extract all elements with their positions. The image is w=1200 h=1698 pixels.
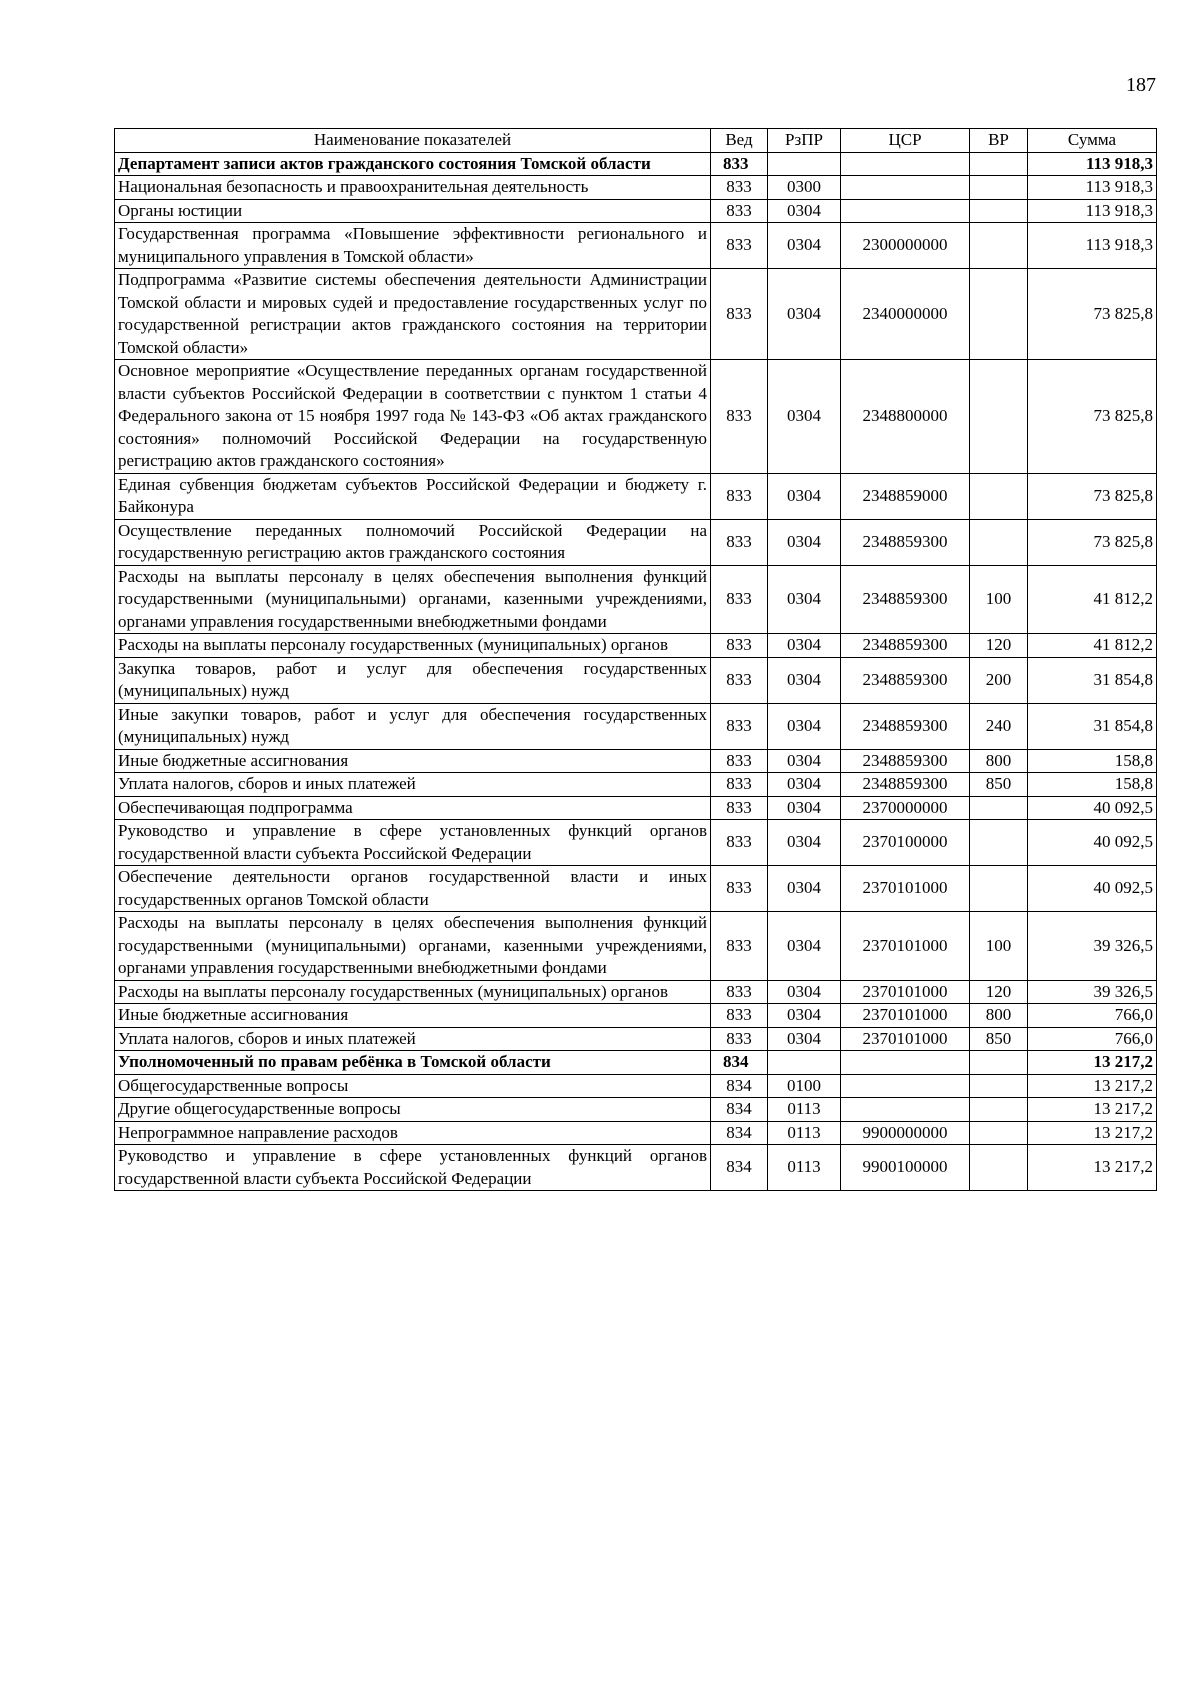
- table-row: [115, 912, 1157, 981]
- cell-vr: [970, 796, 1028, 820]
- budget-table: [114, 128, 1157, 1191]
- cell-name: Непрограммное направление расходов: [115, 1121, 711, 1145]
- cell-sum: 73 825,8: [1028, 269, 1157, 360]
- cell-name: Расходы на выплаты персоналу государственных (муниципальных) органов: [115, 634, 711, 658]
- cell-ved: 833: [711, 199, 768, 223]
- table-row: [115, 634, 1157, 658]
- cell-csr: 2348800000: [841, 360, 970, 474]
- cell-name: Национальная безопасность и правоохранительная деятельность: [115, 176, 711, 200]
- cell-rzpr: 0304: [768, 1004, 841, 1028]
- cell-name: Обеспечение деятельности органов государственной власти и иных государственных органов Томской области: [115, 866, 711, 912]
- cell-csr: [841, 176, 970, 200]
- cell-sum: 73 825,8: [1028, 360, 1157, 474]
- cell-vr: 100: [970, 912, 1028, 981]
- cell-vr: [970, 152, 1028, 176]
- cell-name: Другие общегосударственные вопросы: [115, 1098, 711, 1122]
- cell-ved: 833: [711, 565, 768, 634]
- cell-name: Единая субвенция бюджетам субъектов Российской Федерации и бюджету г. Байконура: [115, 473, 711, 519]
- cell-ved: 834: [711, 1145, 768, 1191]
- cell-ved: 833: [711, 176, 768, 200]
- cell-vr: 120: [970, 980, 1028, 1004]
- cell-sum: 766,0: [1028, 1004, 1157, 1028]
- cell-rzpr: 0100: [768, 1074, 841, 1098]
- header-ved: Вед: [711, 129, 768, 153]
- table-row: [115, 269, 1157, 360]
- cell-rzpr: 0113: [768, 1121, 841, 1145]
- cell-csr: 2300000000: [841, 223, 970, 269]
- cell-vr: [970, 199, 1028, 223]
- table-row: [115, 360, 1157, 474]
- cell-sum: 31 854,8: [1028, 657, 1157, 703]
- cell-sum: 113 918,3: [1028, 176, 1157, 200]
- cell-csr: 2348859300: [841, 749, 970, 773]
- cell-name: Иные бюджетные ассигнования: [115, 1004, 711, 1028]
- header-vr: ВР: [970, 129, 1028, 153]
- cell-sum: 40 092,5: [1028, 866, 1157, 912]
- cell-csr: [841, 152, 970, 176]
- cell-rzpr: 0304: [768, 360, 841, 474]
- cell-vr: [970, 519, 1028, 565]
- table-row: [115, 1121, 1157, 1145]
- cell-ved: 833: [711, 360, 768, 474]
- cell-name: Уполномоченный по правам ребёнка в Томской области: [115, 1051, 711, 1075]
- cell-csr: 2348859000: [841, 473, 970, 519]
- table-body: [115, 152, 1157, 1191]
- cell-rzpr: 0304: [768, 634, 841, 658]
- cell-sum: 39 326,5: [1028, 980, 1157, 1004]
- table-header: [115, 129, 1157, 153]
- table-row: [115, 703, 1157, 749]
- cell-sum: 158,8: [1028, 749, 1157, 773]
- header-name: Наименование показателей: [115, 129, 711, 153]
- table-row: [115, 796, 1157, 820]
- cell-rzpr: 0113: [768, 1098, 841, 1122]
- cell-sum: 73 825,8: [1028, 473, 1157, 519]
- table-row: [115, 1027, 1157, 1051]
- cell-ved: 833: [711, 796, 768, 820]
- table-row: [115, 223, 1157, 269]
- cell-vr: 850: [970, 1027, 1028, 1051]
- cell-vr: 120: [970, 634, 1028, 658]
- cell-ved: 833: [711, 820, 768, 866]
- cell-vr: 100: [970, 565, 1028, 634]
- cell-sum: 113 918,3: [1028, 223, 1157, 269]
- cell-rzpr: 0304: [768, 1027, 841, 1051]
- cell-rzpr: 0304: [768, 796, 841, 820]
- cell-ved: 833: [711, 223, 768, 269]
- cell-sum: 13 217,2: [1028, 1051, 1157, 1075]
- cell-sum: 40 092,5: [1028, 820, 1157, 866]
- cell-csr: [841, 1074, 970, 1098]
- cell-ved: 833: [711, 519, 768, 565]
- cell-sum: 158,8: [1028, 773, 1157, 797]
- cell-name: Обеспечивающая подпрограмма: [115, 796, 711, 820]
- cell-name: Государственная программа «Повышение эффективности регионального и муниципального управления в Томской области»: [115, 223, 711, 269]
- cell-ved: 833: [711, 749, 768, 773]
- cell-rzpr: 0300: [768, 176, 841, 200]
- cell-ved: 833: [711, 473, 768, 519]
- cell-ved: 834: [711, 1121, 768, 1145]
- cell-sum: 766,0: [1028, 1027, 1157, 1051]
- cell-rzpr: 0304: [768, 519, 841, 565]
- cell-csr: 2348859300: [841, 657, 970, 703]
- cell-ved: 833: [711, 703, 768, 749]
- cell-vr: [970, 473, 1028, 519]
- cell-sum: 113 918,3: [1028, 199, 1157, 223]
- table-row: [115, 1051, 1157, 1075]
- cell-rzpr: 0304: [768, 749, 841, 773]
- cell-rzpr: 0304: [768, 473, 841, 519]
- cell-name: Основное мероприятие «Осуществление переданных органам государственной власти субъектов Российской Федерации в соответствии с пунктом 1 статьи 4 Федерального закона от 15 ноября 1997 года № 143-ФЗ «Об актах гражданского состояния» полномочий Российской Федерации на государственную регистрацию актов гражданского состояния»: [115, 360, 711, 474]
- cell-rzpr: 0304: [768, 657, 841, 703]
- cell-vr: [970, 866, 1028, 912]
- cell-csr: [841, 1098, 970, 1122]
- cell-rzpr: [768, 1051, 841, 1075]
- cell-sum: 13 217,2: [1028, 1098, 1157, 1122]
- cell-name: Органы юстиции: [115, 199, 711, 223]
- cell-ved: 833: [711, 912, 768, 981]
- table-row: [115, 980, 1157, 1004]
- cell-rzpr: [768, 152, 841, 176]
- cell-csr: [841, 199, 970, 223]
- cell-ved: 833: [711, 1004, 768, 1028]
- table-row: [115, 473, 1157, 519]
- table-row: [115, 1004, 1157, 1028]
- table-row: [115, 1098, 1157, 1122]
- cell-name: Департамент записи актов гражданского состояния Томской области: [115, 152, 711, 176]
- cell-name: Руководство и управление в сфере установленных функций органов государственной власти субъекта Российской Федерации: [115, 820, 711, 866]
- cell-csr: 2340000000: [841, 269, 970, 360]
- cell-rzpr: 0304: [768, 980, 841, 1004]
- cell-vr: [970, 1145, 1028, 1191]
- cell-sum: 40 092,5: [1028, 796, 1157, 820]
- header-sum: Сумма: [1028, 129, 1157, 153]
- table-row: [115, 565, 1157, 634]
- cell-csr: 9900100000: [841, 1145, 970, 1191]
- cell-csr: 2370101000: [841, 1004, 970, 1028]
- cell-name: Осуществление переданных полномочий Российской Федерации на государственную регистрацию актов гражданского состояния: [115, 519, 711, 565]
- cell-sum: 39 326,5: [1028, 912, 1157, 981]
- cell-rzpr: 0304: [768, 703, 841, 749]
- cell-vr: [970, 820, 1028, 866]
- cell-name: Расходы на выплаты персоналу в целях обеспечения выполнения функций государственными (муниципальными) органами, казенными учреждениями, органами управления государственными внебюджетными фондами: [115, 565, 711, 634]
- cell-ved: 833: [711, 980, 768, 1004]
- cell-csr: 2370000000: [841, 796, 970, 820]
- cell-ved: 834: [711, 1074, 768, 1098]
- cell-csr: 2348859300: [841, 773, 970, 797]
- cell-sum: 13 217,2: [1028, 1121, 1157, 1145]
- cell-ved: 833: [711, 634, 768, 658]
- cell-name: Расходы на выплаты персоналу государственных (муниципальных) органов: [115, 980, 711, 1004]
- cell-csr: 2370100000: [841, 820, 970, 866]
- cell-csr: 2348859300: [841, 703, 970, 749]
- cell-vr: [970, 1051, 1028, 1075]
- cell-vr: [970, 223, 1028, 269]
- cell-csr: 2348859300: [841, 634, 970, 658]
- table-row: [115, 657, 1157, 703]
- table-row: [115, 152, 1157, 176]
- cell-vr: [970, 1074, 1028, 1098]
- table-row: [115, 749, 1157, 773]
- table-row: [115, 199, 1157, 223]
- cell-rzpr: 0304: [768, 565, 841, 634]
- cell-rzpr: 0304: [768, 912, 841, 981]
- cell-name: Иные бюджетные ассигнования: [115, 749, 711, 773]
- cell-sum: 13 217,2: [1028, 1074, 1157, 1098]
- cell-name: Уплата налогов, сборов и иных платежей: [115, 773, 711, 797]
- cell-csr: 2370101000: [841, 1027, 970, 1051]
- cell-name: Подпрограмма «Развитие системы обеспечения деятельности Администрации Томской области и мировых судей и предоставление государственных услуг по государственной регистрации актов гражданского состояния на территории Томской области»: [115, 269, 711, 360]
- cell-vr: [970, 269, 1028, 360]
- cell-rzpr: 0304: [768, 773, 841, 797]
- table-row: [115, 1145, 1157, 1191]
- table-row: [115, 519, 1157, 565]
- cell-rzpr: 0304: [768, 223, 841, 269]
- cell-ved: 834: [711, 1098, 768, 1122]
- cell-ved: 833: [711, 773, 768, 797]
- cell-csr: 9900000000: [841, 1121, 970, 1145]
- cell-name: Уплата налогов, сборов и иных платежей: [115, 1027, 711, 1051]
- cell-rzpr: 0304: [768, 820, 841, 866]
- cell-csr: [841, 1051, 970, 1075]
- cell-name: Расходы на выплаты персоналу в целях обеспечения выполнения функций государственными (муниципальными) органами, казенными учреждениями, органами управления государственными внебюджетными фондами: [115, 912, 711, 981]
- cell-vr: [970, 1098, 1028, 1122]
- cell-csr: 2370101000: [841, 912, 970, 981]
- cell-name: Руководство и управление в сфере установленных функций органов государственной власти субъекта Российской Федерации: [115, 1145, 711, 1191]
- cell-rzpr: 0304: [768, 269, 841, 360]
- cell-vr: [970, 360, 1028, 474]
- cell-name: Иные закупки товаров, работ и услуг для обеспечения государственных (муниципальных) нужд: [115, 703, 711, 749]
- cell-rzpr: 0304: [768, 199, 841, 223]
- cell-sum: 73 825,8: [1028, 519, 1157, 565]
- table-row: [115, 820, 1157, 866]
- cell-csr: 2348859300: [841, 565, 970, 634]
- cell-vr: 240: [970, 703, 1028, 749]
- cell-csr: 2370101000: [841, 980, 970, 1004]
- cell-vr: [970, 176, 1028, 200]
- cell-vr: 200: [970, 657, 1028, 703]
- cell-sum: 41 812,2: [1028, 634, 1157, 658]
- table-row: [115, 1074, 1157, 1098]
- cell-vr: 850: [970, 773, 1028, 797]
- cell-ved: 833: [711, 866, 768, 912]
- cell-ved: 833: [711, 1027, 768, 1051]
- cell-sum: 13 217,2: [1028, 1145, 1157, 1191]
- table-row: [115, 866, 1157, 912]
- cell-vr: [970, 1121, 1028, 1145]
- cell-ved: 834: [711, 1051, 768, 1075]
- page-number: 187: [1126, 74, 1156, 96]
- header-row: [115, 129, 1157, 153]
- cell-ved: 833: [711, 657, 768, 703]
- cell-name: Закупка товаров, работ и услуг для обеспечения государственных (муниципальных) нужд: [115, 657, 711, 703]
- cell-ved: 833: [711, 152, 768, 176]
- cell-sum: 41 812,2: [1028, 565, 1157, 634]
- cell-sum: 113 918,3: [1028, 152, 1157, 176]
- cell-rzpr: 0113: [768, 1145, 841, 1191]
- cell-vr: 800: [970, 1004, 1028, 1028]
- cell-csr: 2370101000: [841, 866, 970, 912]
- header-rzpr: РзПР: [768, 129, 841, 153]
- cell-vr: 800: [970, 749, 1028, 773]
- table-row: [115, 773, 1157, 797]
- header-csr: ЦСР: [841, 129, 970, 153]
- cell-ved: 833: [711, 269, 768, 360]
- cell-sum: 31 854,8: [1028, 703, 1157, 749]
- cell-csr: 2348859300: [841, 519, 970, 565]
- table-row: [115, 176, 1157, 200]
- cell-rzpr: 0304: [768, 866, 841, 912]
- cell-name: Общегосударственные вопросы: [115, 1074, 711, 1098]
